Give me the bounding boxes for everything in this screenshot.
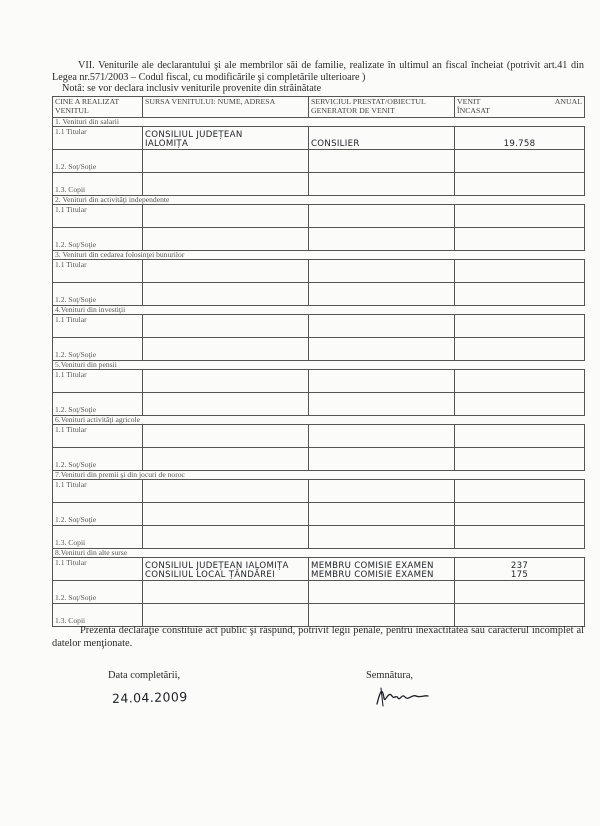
section-row — [53, 416, 585, 425]
service-cell — [309, 338, 455, 361]
source-cell — [143, 370, 309, 393]
service-cell — [309, 315, 455, 338]
row-label: 1.1 Titular — [53, 480, 143, 503]
amount-cell — [455, 558, 585, 581]
row-label: 1.2. Soţ/Soţie — [53, 228, 143, 251]
source-cell — [143, 127, 309, 150]
source-cell — [143, 393, 309, 416]
row-label: 1.1 Titular — [53, 370, 143, 393]
source-line-2: IALOMIȚA — [145, 139, 189, 149]
service-cell — [309, 480, 455, 503]
table-row — [53, 480, 585, 503]
table-row — [53, 150, 585, 173]
closing-statement — [52, 624, 584, 650]
section-title: 3. Venituri din cedarea folosinţei bunurilor — [53, 251, 585, 260]
section-title: 1. Venituri din salarii — [53, 118, 585, 127]
signature — [374, 684, 430, 708]
service-line-1: MEMBRU COMISIE EXAMEN — [311, 561, 434, 571]
amount-cell — [455, 283, 585, 306]
service-cell — [309, 283, 455, 306]
service-cell — [309, 173, 455, 196]
table-row — [53, 425, 585, 448]
service-cell — [309, 581, 455, 604]
row-label: 1.2. Soţ/Soţie — [53, 393, 143, 416]
row-label: 1.3. Copii — [53, 526, 143, 549]
header-amount: VENIT ANUAL ÎNCASAT — [455, 97, 585, 118]
row-label: 1.2. Soţ/Soţie — [53, 581, 143, 604]
table-row — [53, 260, 585, 283]
service-line-1: CONSILIER — [311, 139, 360, 149]
service-cell — [309, 393, 455, 416]
section-row — [53, 196, 585, 205]
income-intro — [52, 60, 584, 95]
amount-cell — [455, 228, 585, 251]
header-service: SERVICIUL PRESTAT/OBIECTUL GENERATOR DE VENIT — [309, 97, 455, 118]
source-line-1: CONSILIUL JUDEȚEAN — [145, 130, 243, 140]
section-row — [53, 549, 585, 558]
service-cell — [309, 503, 455, 526]
amount-cell — [455, 338, 585, 361]
source-cell — [143, 581, 309, 604]
service-cell — [309, 260, 455, 283]
table-header-row — [53, 97, 585, 118]
source-cell — [143, 425, 309, 448]
section-row — [53, 306, 585, 315]
table-row — [53, 173, 585, 196]
closing-text: Prezenta declaraţie constituie act public şi răspund, potrivit legii penale, pentru inexactitatea sau caracterul incomplet al datelor menţionate. — [52, 625, 584, 649]
section-title: 4.Venituri din investiţii — [53, 306, 585, 315]
source-cell — [143, 338, 309, 361]
table-row — [53, 503, 585, 526]
row-label: 1.1 Titular — [53, 425, 143, 448]
amount-cell — [455, 503, 585, 526]
intro-heading: VII. Veniturile ale declarantului şi ale membrilor săi de familie, realizate în ultimul an fiscal încheiat (potrivit art.41 din Legea nr.571/2003 – Codul fiscal, cu modificările şi completările ulterioare ) — [52, 60, 584, 83]
table-row — [53, 448, 585, 471]
source-cell — [143, 526, 309, 549]
source-cell — [143, 503, 309, 526]
section-title: 2. Venituri din activităţi independente — [53, 196, 585, 205]
section-row — [53, 251, 585, 260]
source-cell — [143, 315, 309, 338]
service-cell — [309, 228, 455, 251]
row-label: 1.1 Titular — [53, 205, 143, 228]
table-row — [53, 283, 585, 306]
service-cell — [309, 448, 455, 471]
table-row — [53, 205, 585, 228]
table-row — [53, 228, 585, 251]
amount-cell — [455, 448, 585, 471]
amount-cell — [455, 150, 585, 173]
table-row — [53, 558, 585, 581]
amount-cell — [455, 173, 585, 196]
section-row — [53, 361, 585, 370]
row-label: 1.3. Copii — [53, 173, 143, 196]
source-cell — [143, 173, 309, 196]
service-cell — [309, 558, 455, 581]
table-row — [53, 393, 585, 416]
source-cell — [143, 448, 309, 471]
table-row — [53, 338, 585, 361]
amount-cell — [455, 526, 585, 549]
source-cell — [143, 205, 309, 228]
service-line-2: MEMBRU COMISIE EXAMEN — [311, 570, 434, 580]
table-row — [53, 127, 585, 150]
amount-cell — [455, 393, 585, 416]
service-cell — [309, 127, 455, 150]
service-cell — [309, 205, 455, 228]
row-label: 1.1 Titular — [53, 127, 143, 150]
section-row — [53, 471, 585, 480]
row-label: 1.2. Soţ/Soţie — [53, 503, 143, 526]
source-cell — [143, 558, 309, 581]
service-cell — [309, 150, 455, 173]
source-cell — [143, 283, 309, 306]
row-label: 1.2. Soţ/Soţie — [53, 448, 143, 471]
section-title: 6.Venituri activităţi agricole — [53, 416, 585, 425]
section-title: 8.Venituri din alte surse — [53, 549, 585, 558]
row-label: 1.2. Soţ/Soţie — [53, 283, 143, 306]
source-cell — [143, 150, 309, 173]
table-row — [53, 526, 585, 549]
amount-cell — [455, 581, 585, 604]
amount-line-2: 175 — [510, 570, 529, 580]
source-cell — [143, 480, 309, 503]
income-table — [52, 96, 585, 627]
amount-cell — [455, 127, 585, 150]
row-label: 1.3. Copii — [53, 604, 143, 627]
row-label: 1.1 Titular — [53, 558, 143, 581]
table-row — [53, 370, 585, 393]
section-row — [53, 118, 585, 127]
amount-cell — [455, 425, 585, 448]
row-label: 1.1 Titular — [53, 315, 143, 338]
amount-line-1: 19.758 — [503, 139, 536, 149]
header-source: SURSA VENITULUI: NUME, ADRESA — [143, 97, 309, 118]
service-cell — [309, 526, 455, 549]
section-title: 7.Venituri din premii şi din jocuri de noroc — [53, 471, 585, 480]
source-cell — [143, 260, 309, 283]
row-label: 1.1 Titular — [53, 260, 143, 283]
amount-cell — [455, 315, 585, 338]
amount-cell — [455, 370, 585, 393]
section-title: 5.Venituri din pensii — [53, 361, 585, 370]
source-line-2: CONSILIUL LOCAL ȚĂNDĂREI — [145, 570, 275, 580]
date-label: Data completării, — [108, 670, 181, 681]
amount-cell — [455, 205, 585, 228]
signature-label: Semnătura, — [366, 670, 414, 681]
amount-cell — [455, 480, 585, 503]
table-row — [53, 315, 585, 338]
intro-note: Notă: se vor declara inclusiv veniturile provenite din străinătate — [62, 83, 322, 95]
service-cell — [309, 425, 455, 448]
service-cell — [309, 370, 455, 393]
source-line-1: CONSILIUL JUDEȚEAN IALOMIȚA — [145, 561, 289, 571]
source-cell — [143, 228, 309, 251]
table-row — [53, 581, 585, 604]
amount-cell — [455, 260, 585, 283]
date-value: 24.04.2009 — [111, 689, 188, 706]
amount-line-1: 237 — [510, 561, 529, 571]
row-label: 1.2. Soţ/Soţie — [53, 150, 143, 173]
header-who: CINE A REALIZAT VENITUL — [53, 97, 143, 118]
row-label: 1.2. Soţ/Soţie — [53, 338, 143, 361]
